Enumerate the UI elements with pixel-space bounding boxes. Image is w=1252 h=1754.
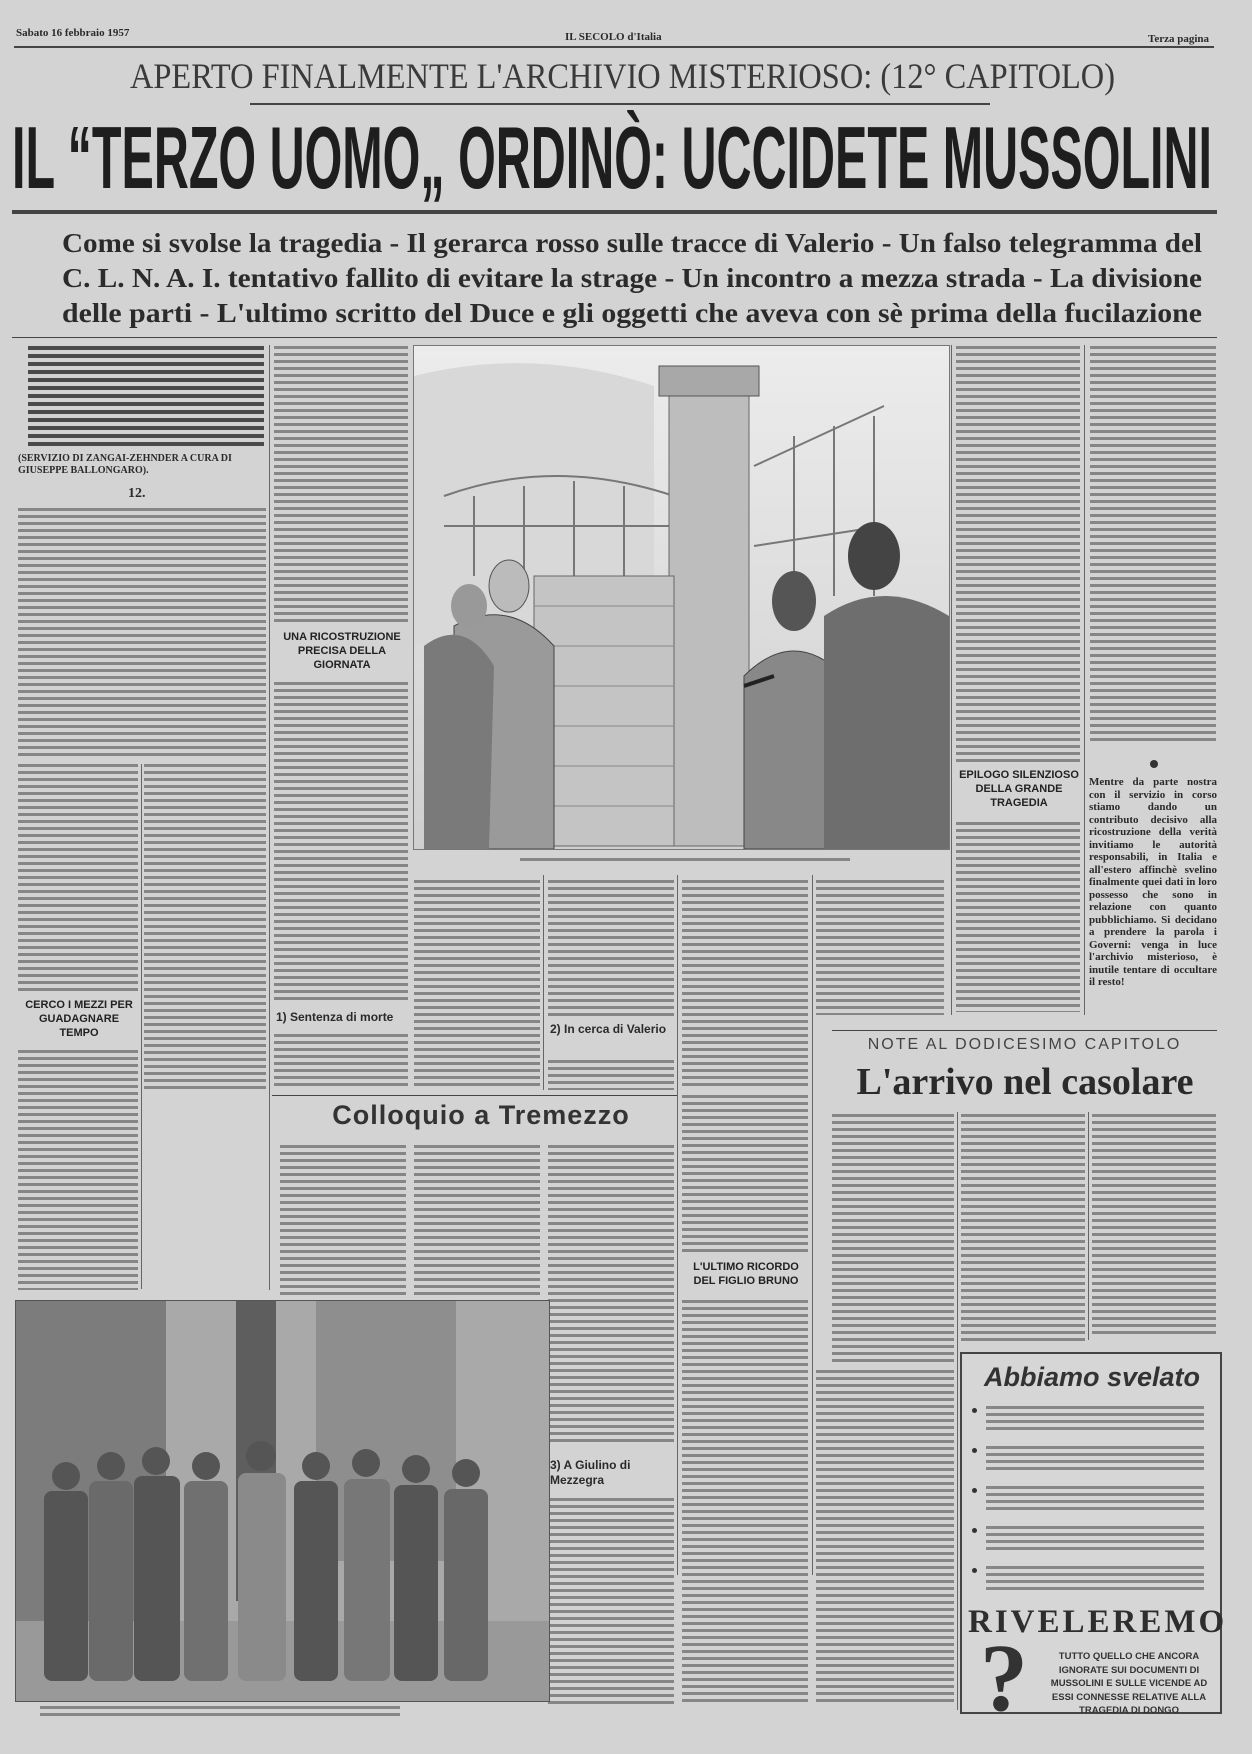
body-text — [816, 1370, 954, 1705]
column-rule — [141, 764, 142, 1289]
body-text — [961, 1114, 1085, 1342]
column-rule — [543, 875, 544, 1090]
kicker: APERTO FINALMENTE L'ARCHIVIO MISTERIOSO: (12° CAPITOLO) — [130, 56, 1115, 96]
masthead-paper: IL SECOLO d'Italia — [565, 31, 662, 43]
promo-list-item — [972, 1404, 1208, 1434]
notes-rule — [832, 1030, 1217, 1031]
question-mark-icon: ? — [980, 1624, 1028, 1731]
heading-sentenza: 1) Sentenza di morte — [276, 1010, 394, 1024]
body-text — [414, 880, 540, 1090]
chapter-number: 12. — [128, 486, 146, 501]
body-text — [1090, 346, 1216, 741]
body-text — [682, 1300, 808, 1706]
heading-epilogo: EPILOGO SILENZIOSO DELLA GRANDE TRAGEDIA — [959, 769, 1079, 809]
promo-text: TUTTO QUELLO CHE ANCORA IGNORATE SUI DOCUMENTI DI MUSSOLINI E SULLE VICENDE AD ESSI CONNESSE RELATIVE ALLA TRAGEDIA DI DONGO — [1050, 1651, 1208, 1716]
column-rule — [677, 875, 678, 1575]
subhead-line-2: C. L. N. A. I. tentativo fallito di evitare la strage - Un incontro a mezza strada - La divisione — [62, 263, 1202, 293]
body-text — [956, 346, 1080, 762]
colloquio-title: Colloquio a Tremezzo — [332, 1100, 630, 1130]
body-text — [414, 1145, 540, 1295]
promo-title: Abbiamo svelato — [983, 1362, 1201, 1392]
illustration-gate-scene — [413, 345, 950, 850]
group-photo — [15, 1300, 550, 1702]
notes-title: L'arrivo nel casolare — [856, 1061, 1194, 1103]
body-text — [548, 880, 674, 1016]
notes-kicker: NOTE AL DODICESIMO CAPITOLO — [867, 1036, 1182, 1053]
body-text — [18, 508, 266, 758]
heading-giulino: 3) A Giulino di Mezzegra — [550, 1458, 631, 1487]
heading-ricostruzione: UNA RICOSTRUZIONE PRECISA DELLA GIORNATA — [283, 631, 401, 671]
body-text — [548, 1145, 674, 1445]
masthead-date: Sabato 16 febbraio 1957 — [16, 27, 130, 39]
heading-ricordo: L'ULTIMO RICORDO DEL FIGLIO BRUNO — [693, 1261, 799, 1287]
body-text — [832, 1114, 954, 1362]
body-text — [274, 682, 408, 1004]
body-text — [548, 1060, 674, 1090]
byline: (SERVIZIO DI ZANGAI-ZEHNDER A CURA DI GIUSEPPE BALLONGARO). — [18, 453, 232, 476]
main-headline: IL “TERZO UOMO„ ORDINÒ: UCCIDETE MUSSOLINI — [12, 108, 1212, 207]
heading-valerio: 2) In cerca di Valerio — [550, 1022, 667, 1036]
body-text — [816, 880, 944, 1015]
body-text — [18, 1050, 138, 1290]
body-text — [280, 1145, 406, 1295]
promo-reveal: RIVELEREMO — [968, 1604, 1228, 1640]
kicker-rule — [250, 103, 990, 105]
body-text — [274, 346, 408, 624]
column-rule — [951, 345, 952, 1015]
intro-text — [28, 346, 264, 446]
body-text — [682, 1095, 808, 1255]
heading-cerco-mezzi: CERCO I MEZZI PER GUADAGNARE TEMPO — [25, 999, 133, 1039]
illustration-caption — [520, 858, 850, 862]
promo-list-item — [972, 1484, 1208, 1514]
column-rule — [1088, 1112, 1089, 1340]
subhead-line-3: delle parti - L'ultimo scritto del Duce e gli oggetti che aveva con sè prima della fucilazione — [62, 298, 1202, 328]
photo-caption — [40, 1706, 400, 1718]
promo-list-item — [972, 1444, 1208, 1474]
promo-list-item — [972, 1564, 1208, 1594]
body-text — [144, 764, 266, 1089]
body-text — [956, 822, 1080, 1012]
column-rule — [812, 875, 813, 1575]
masthead-page: Terza pagina — [1148, 33, 1210, 45]
promo-list — [972, 1404, 1208, 1604]
promo-list-item — [972, 1524, 1208, 1554]
body-text — [274, 1034, 408, 1090]
body-text — [1092, 1114, 1216, 1337]
body-text — [548, 1498, 674, 1706]
body-text — [18, 764, 138, 992]
masthead-rule — [14, 46, 1214, 48]
subhead-rule — [12, 337, 1217, 338]
appeal-text: Mentre da parte nostra con il servizio in corso stiamo dando un contributo decisivo alla ricostruzione della verità invitiamo le autorità responsabili, in Italia e all'estero affinchè svelino finalmente quei dati in loro possesso che sono in relazione con quanto pubblichiamo. Si decidano a prendere la parola i Governi: venga in luce l'archivio misterioso, è inutile tentare di occultare il resto! — [1089, 776, 1217, 988]
colloquio-rule — [272, 1095, 677, 1096]
subhead-line-1: Come si svolse la tragedia - Il gerarca rosso sulle tracce di Valerio - Un falso telegramma del — [62, 228, 1202, 258]
column-rule — [269, 345, 270, 1290]
column-rule — [1084, 345, 1085, 1015]
promo-box — [960, 1352, 1228, 1731]
bullet-dot — [1150, 760, 1158, 768]
body-text — [682, 880, 808, 1090]
headline-rule — [12, 210, 1217, 214]
column-rule — [957, 1112, 958, 1710]
